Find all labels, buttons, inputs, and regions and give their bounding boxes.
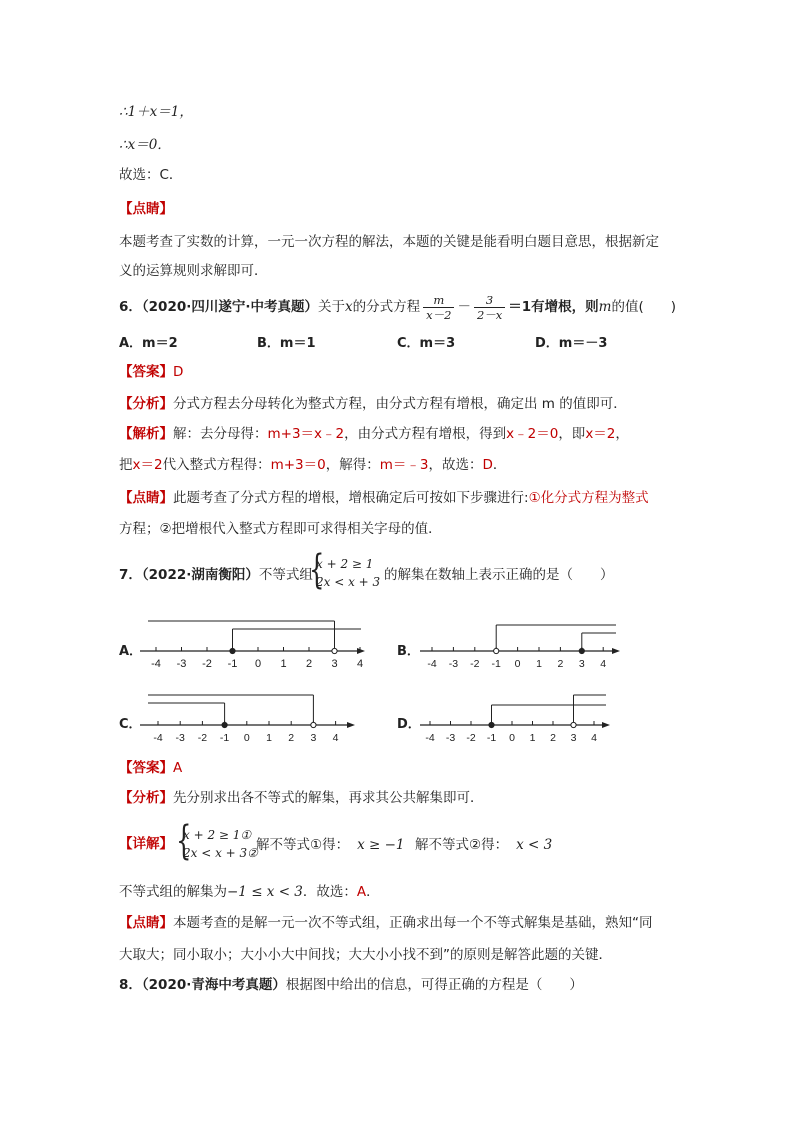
tick-label: 2 <box>557 658 564 670</box>
q6-answer <box>119 363 183 381</box>
q7-system-eq2: 2x < x + 3 <box>316 575 381 589</box>
q6-sol-b3: 代入整式方程得： <box>162 457 271 473</box>
closed-dot <box>579 648 584 653</box>
tick-label: 0 <box>254 658 262 670</box>
q7-answer-tag: 【答案】 <box>119 760 173 776</box>
q7-option-a-number-line[interactable] <box>140 615 375 675</box>
q6-note-a1: 此题考查了分式方程的增根，增根确定后可按如下步骤进行: <box>173 490 529 506</box>
q7-source: （2022·湖南衡阳） <box>141 567 259 583</box>
tick-label: -3 <box>448 658 459 670</box>
q6-frac1-num: m <box>423 293 454 308</box>
q6-solution-tag: 【解析】 <box>119 426 173 442</box>
q6-stem-b: 的分式方程 <box>352 299 421 315</box>
q6-sol-b6: m＝﹣3 <box>379 457 429 473</box>
tick-label: -1 <box>491 658 501 670</box>
q6-sol-b4: m+3＝0 <box>270 457 326 473</box>
tick-label: 4 <box>591 732 597 744</box>
q6-sol-a5: ，即 <box>558 426 586 442</box>
q6-option-b[interactable]: B．m＝1 <box>257 336 316 351</box>
q6-sol-a3: ，由分式方程有增根，得到 <box>344 426 507 442</box>
open-dot <box>571 722 576 727</box>
q6-note-a2: ①化分式方程为整式 <box>528 490 649 506</box>
q7-stem-b: 的解集在数轴上表示正确的是（ ） <box>384 567 614 583</box>
q7-detail-eq2: 2x < x + 3② <box>183 846 258 860</box>
q6-var-m: m <box>598 299 612 315</box>
q6-sol-b1: 把 <box>119 457 133 473</box>
tick-label: -2 <box>470 658 480 670</box>
q7-detail-step-2 <box>415 836 552 854</box>
tick-label: -4 <box>427 658 437 670</box>
q6-option-d[interactable]: D．m＝－3 <box>535 336 608 351</box>
q7-system-brace: { <box>309 547 325 593</box>
tick-label: 2 <box>288 732 295 744</box>
q7-result-val: −1 ≤ x < 3 <box>227 884 303 900</box>
note-1-line-b: 义的运算规则求解即可． <box>119 263 268 279</box>
q6-frac2-den: 2－x <box>476 307 503 322</box>
q8-number: 8． <box>119 977 142 993</box>
q6-note-line-b: 方程；②把增根代入整式方程即可求得相关字母的值． <box>119 521 442 537</box>
tick-label: 1 <box>536 658 542 670</box>
q6-sol-b8: D <box>482 457 493 473</box>
q6-number: 6． <box>119 299 142 315</box>
q7-result-b: ．故选： <box>302 884 357 900</box>
tick-label: 2 <box>550 732 556 744</box>
q7-detail-tag: 【详解】 <box>119 836 173 852</box>
q6-minus: － <box>457 299 471 315</box>
axis-arrowhead <box>602 722 610 728</box>
q6-note-tag: 【点睛】 <box>119 490 173 506</box>
q7-answer <box>119 759 182 777</box>
q7-detail-a-val: x ≥ −1 <box>357 837 405 853</box>
q6-source: （2020·四川遂宁·中考真题） <box>141 299 318 315</box>
q7-result-a: 不等式组的解集为 <box>119 884 227 900</box>
q6-sol-b9: ． <box>492 457 507 473</box>
q6-frac2-num: 3 <box>474 293 505 308</box>
axis-arrowhead <box>357 648 365 654</box>
tick-label: 0 <box>514 658 521 670</box>
q6-stem-a: 关于 <box>318 299 345 315</box>
q6-answer-tag: 【答案】 <box>119 364 173 380</box>
q7-option-c-label[interactable]: C． <box>119 717 142 732</box>
q6-answer-value: D <box>173 364 184 380</box>
q7-option-a-label[interactable]: A． <box>119 644 143 659</box>
q6-sol-a2: m+3＝x﹣2 <box>267 426 345 442</box>
q8-source: （2020·青海中考真题） <box>141 977 286 993</box>
tick-label: -2 <box>197 732 208 744</box>
q6-sol-a6: x＝2 <box>585 426 616 442</box>
q7-option-c-number-line[interactable] <box>140 693 360 748</box>
tick-label: -4 <box>151 658 161 670</box>
tick-label: 1 <box>529 732 536 744</box>
tick-label: 3 <box>331 658 338 670</box>
tick-label: -1 <box>486 732 497 744</box>
q7-result-d: ． <box>366 884 380 900</box>
note-tag-1: 【点睛】 <box>119 201 173 217</box>
q6-solution-line-b <box>119 456 506 474</box>
tick-label: -1 <box>219 732 230 744</box>
tick-label: -1 <box>227 658 238 670</box>
q7-detail-step-1 <box>256 836 405 854</box>
closed-dot <box>489 722 494 727</box>
q6-sol-a4: x﹣2＝0 <box>506 426 559 442</box>
tick-label: 3 <box>578 658 585 670</box>
q6-fraction-2 <box>474 293 505 322</box>
q6-stem-c: ＝1有增根，则 <box>508 299 599 315</box>
q7-option-d-label[interactable]: D． <box>397 717 421 732</box>
q7-system-eq1: x + 2 ≥ 1 <box>316 557 374 571</box>
q6-stem-d: 的值( ) <box>611 299 677 315</box>
q7-note-a: 本题考查的是解一元一次不等式组，正确求出每一个不等式解集是基础，熟知“同 <box>173 915 653 931</box>
q6-sol-b7: ，故选： <box>428 457 483 473</box>
q7-analysis-text: 先分别求出各不等式的解集，再求其公共解集即可． <box>173 790 484 806</box>
q6-frac1-den: x－2 <box>426 307 452 322</box>
open-dot <box>494 648 499 653</box>
q7-option-b-label[interactable]: B． <box>397 644 420 659</box>
q7-result <box>119 883 380 901</box>
tick-label: 4 <box>332 732 339 744</box>
q6-analysis <box>119 395 627 413</box>
q6-analysis-text: 分式方程去分母转化为整式方程，由分式方程有增根，确定出 m 的值即可． <box>173 396 627 412</box>
q7-option-d-number-line[interactable] <box>420 693 615 748</box>
tick-label: 4 <box>356 658 364 670</box>
q7-stem <box>119 566 313 584</box>
q7-detail-a: 解不等式①得： <box>256 837 350 853</box>
q6-sol-b2: x＝2 <box>132 457 163 473</box>
q6-sol-a1: 解：去分母得： <box>173 426 268 442</box>
note-1-line-a: 本题考查了实数的计算，一元一次方程的解法，本题的关键是能看明白题目意思，根据新定 <box>119 234 659 250</box>
axis-arrowhead <box>347 722 355 728</box>
q7-result-c: A <box>356 884 367 900</box>
q7-note-line-a <box>119 914 653 932</box>
q7-analysis-tag: 【分析】 <box>119 790 173 806</box>
tick-label: -4 <box>425 732 435 744</box>
q6-analysis-tag: 【分析】 <box>119 396 173 412</box>
tick-label: 2 <box>305 658 313 670</box>
q8-stem-text: 根据图中给出的信息，可得正确的方程是（ ） <box>285 977 583 993</box>
tick-label: -3 <box>445 732 456 744</box>
q6-fraction-1 <box>423 293 454 322</box>
q7-option-b-number-line[interactable] <box>420 615 630 675</box>
tick-label: 0 <box>243 732 250 744</box>
tick-label: 3 <box>570 732 577 744</box>
q6-option-c[interactable]: C．m＝3 <box>397 336 456 351</box>
q6-solution-line-a <box>119 425 629 443</box>
line-x-equals-0: ∴x＝0． <box>119 137 171 153</box>
tick-label: 4 <box>600 658 607 670</box>
tick-label: -2 <box>202 658 212 670</box>
line-choose-c: 故选：C． <box>119 167 183 183</box>
q6-sol-b5: ，解得： <box>325 457 380 473</box>
q6-option-a[interactable]: A．m＝2 <box>119 336 178 351</box>
tick-label: -4 <box>153 732 163 744</box>
tick-label: 1 <box>266 732 272 744</box>
q7-detail-eq1: x + 2 ≥ 1① <box>183 828 252 842</box>
tick-label: -3 <box>176 658 187 670</box>
axis-arrowhead <box>612 648 620 654</box>
q7-detail-brace: { <box>176 818 192 864</box>
tick-label: 0 <box>509 732 515 744</box>
q7-analysis <box>119 789 484 807</box>
open-dot <box>332 648 337 653</box>
q7-note-tag: 【点睛】 <box>119 915 173 931</box>
closed-dot <box>222 722 227 727</box>
tick-label: 1 <box>280 658 287 670</box>
q6-stem <box>119 292 676 322</box>
tick-label: -2 <box>466 732 476 744</box>
q7-answer-value: A <box>173 760 183 776</box>
q8-stem <box>119 976 583 994</box>
q6-var-x: x <box>345 299 353 315</box>
closed-dot <box>230 648 235 653</box>
q7-detail-b-val: x < 3 <box>516 837 553 853</box>
q7-number: 7． <box>119 567 142 583</box>
q6-sol-a7: ， <box>615 426 629 442</box>
tick-label: -3 <box>175 732 185 744</box>
tick-label: 3 <box>310 732 317 744</box>
q7-note-line-b: 大取大；同小取小；大小小大中间找；大大小小找不到”的原则是解答此题的关键． <box>119 947 612 963</box>
q6-note-line-a <box>119 489 649 507</box>
line-1-plus-x-equals-1: ∴1＋x＝1， <box>119 104 193 120</box>
q7-detail-b: 解不等式②得： <box>415 837 509 853</box>
q7-stem-a: 不等式组 <box>258 567 313 583</box>
open-dot <box>311 722 316 727</box>
